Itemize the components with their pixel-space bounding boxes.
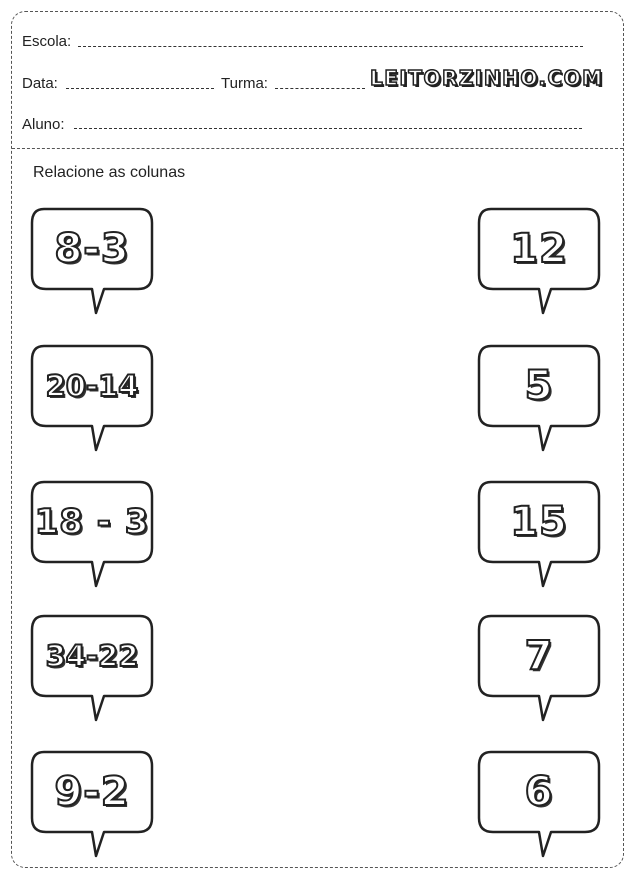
answer-text: 5 xyxy=(524,363,554,409)
right-bubble-1[interactable] xyxy=(477,205,601,317)
right-bubble-2[interactable] xyxy=(477,342,601,454)
expression-text: 9-2 xyxy=(54,769,130,815)
student-field[interactable] xyxy=(74,128,582,129)
expression-text: 18 - 3 xyxy=(34,502,150,542)
date-field[interactable] xyxy=(66,88,214,89)
right-bubble-5[interactable] xyxy=(477,748,601,860)
student-label: Aluno: xyxy=(22,116,65,133)
left-bubble-3[interactable] xyxy=(30,478,154,590)
right-bubble-4[interactable] xyxy=(477,612,601,724)
date-label: Data: xyxy=(22,75,58,92)
expression-text: 34-22 xyxy=(45,639,139,673)
expression-text: 20-14 xyxy=(45,369,139,403)
answer-text: 6 xyxy=(524,769,554,815)
left-bubble-4[interactable] xyxy=(30,612,154,724)
school-field[interactable] xyxy=(78,46,583,47)
expression-text: 8-3 xyxy=(54,226,130,272)
left-bubble-5[interactable] xyxy=(30,748,154,860)
answer-text: 7 xyxy=(524,633,554,679)
class-field[interactable] xyxy=(275,88,365,89)
header-divider xyxy=(12,148,623,149)
answer-text: 15 xyxy=(510,499,568,545)
right-bubble-3[interactable] xyxy=(477,478,601,590)
answer-text: 12 xyxy=(510,226,568,272)
left-bubble-1[interactable] xyxy=(30,205,154,317)
school-label: Escola: xyxy=(22,33,72,50)
instruction-text: Relacione as colunas xyxy=(33,164,186,181)
brand-logo: LEITORZINHO.COM xyxy=(370,66,604,90)
left-bubble-2[interactable] xyxy=(30,342,154,454)
class-label: Turma: xyxy=(221,75,268,92)
